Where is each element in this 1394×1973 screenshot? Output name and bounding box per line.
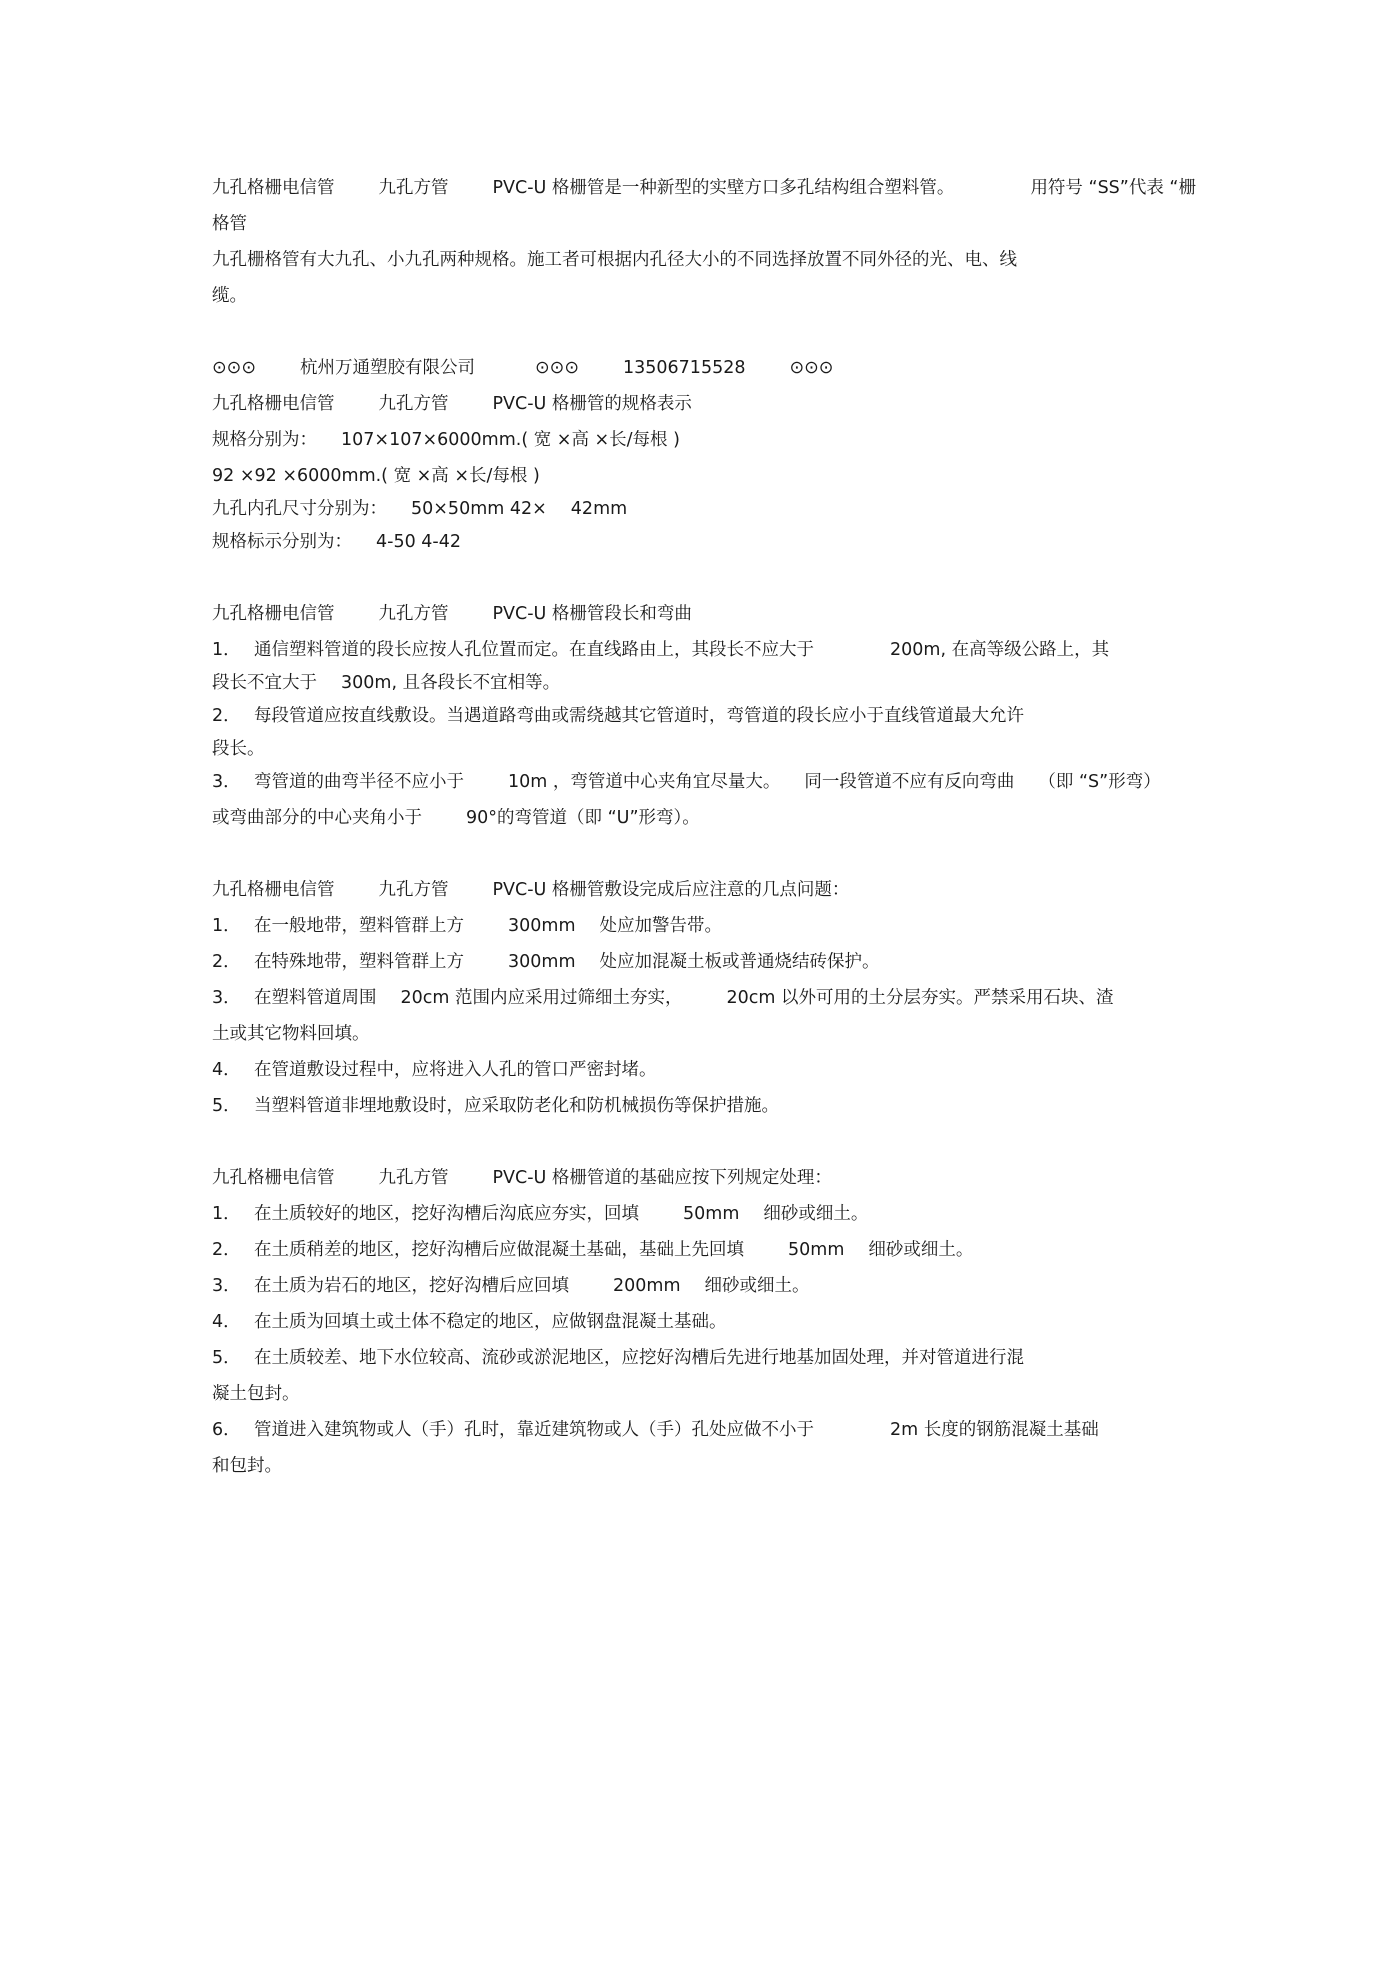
list-item xyxy=(212,632,1202,668)
item-text: 200m, 在高等级公路上，其 xyxy=(890,640,1110,660)
item-text: 10m ，弯管道中心夹角宜尽量大。 xyxy=(508,772,781,792)
heading-text: 九孔方管 xyxy=(378,880,449,900)
list-item xyxy=(212,908,1202,944)
item-number: 3． xyxy=(212,772,241,792)
intro-text: 九孔栅格管有大九孔、小九孔两种规格。施工者可根据内孔径大小的不同选择放置不同外径的光、电、线 xyxy=(212,250,1017,270)
item-text: 20cm 范围内应采用过筛细土夯实， xyxy=(400,988,683,1008)
item-text: 段长。 xyxy=(212,739,265,759)
heading-text: 九孔方管 xyxy=(378,394,449,414)
item-text: （即 “S”形弯） xyxy=(1038,772,1161,792)
spec-value: 42mm xyxy=(570,499,628,519)
item-text: 凝土包封。 xyxy=(212,1384,300,1404)
spec-heading xyxy=(212,386,1202,422)
item-text: 在特殊地带，塑料管群上方 xyxy=(254,952,464,972)
item-text: 50mm xyxy=(683,1204,740,1224)
phone-number: 13506715528 xyxy=(623,358,746,378)
list-item-cont xyxy=(212,800,1202,836)
item-text: 300mm xyxy=(508,952,576,972)
item-number: 6． xyxy=(212,1420,241,1440)
heading-text: PVC-U 格栅管道的基础应按下列规定处理： xyxy=(492,1168,832,1188)
item-text: 2m 长度的钢筋混凝土基础 xyxy=(890,1420,1099,1440)
list-item xyxy=(212,1052,1202,1088)
spec-value: 50×50mm 42× xyxy=(411,499,547,519)
item-text: 段长不宜大于 xyxy=(212,673,317,693)
item-text: 通信塑料管道的段长应按人孔位置而定。在直线路由上，其段长不应大于 xyxy=(254,640,814,660)
heading-text: 九孔格栅电信管 xyxy=(212,394,335,414)
heading-text: 九孔方管 xyxy=(378,1168,449,1188)
list-item xyxy=(212,1304,1202,1340)
intro-text: 九孔格栅电信管 xyxy=(212,178,335,198)
spec-line-1 xyxy=(212,422,1202,458)
spec-label: 规格分别为： xyxy=(212,430,317,450)
spec-line-4 xyxy=(212,524,1202,560)
list-item xyxy=(212,1340,1202,1376)
heading-text: 九孔格栅电信管 xyxy=(212,604,335,624)
dots-ornament: ⊙⊙⊙ xyxy=(212,358,256,378)
list-item-cont xyxy=(212,734,1202,764)
item-text: 或弯曲部分的中心夹角小于 xyxy=(212,808,422,828)
spec-value: 107×107×6000mm.( 宽 ×高 ×长/每根 ) xyxy=(341,430,680,450)
list-item xyxy=(212,698,1202,734)
item-text: 300mm xyxy=(508,916,576,936)
heading-text: 九孔格栅电信管 xyxy=(212,1168,335,1188)
item-text: 90°的弯管道（即 “U”形弯）。 xyxy=(466,808,700,828)
spec-value: 4-50 4-42 xyxy=(376,532,461,552)
list-item xyxy=(212,1088,1202,1124)
item-number: 5． xyxy=(212,1096,241,1116)
item-text: 在土质为岩石的地区，挖好沟槽后应回填 xyxy=(254,1276,569,1296)
list-item xyxy=(212,1196,1202,1232)
intro-text: 缆。 xyxy=(212,286,247,306)
intro-line-1 xyxy=(212,170,1202,206)
item-text: 和包封。 xyxy=(212,1456,282,1476)
list-item xyxy=(212,980,1202,1016)
spec-line-3 xyxy=(212,494,1202,524)
spec-value: 92 ×92 ×6000mm.( 宽 ×高 ×长/每根 ) xyxy=(212,466,540,486)
item-text: 土或其它物料回填。 xyxy=(212,1024,370,1044)
intro-text: PVC-U 格栅管是一种新型的实壁方口多孔结构组合塑料管。 xyxy=(492,178,955,198)
company-name: 杭州万通塑胶有限公司 xyxy=(300,358,475,378)
document-body xyxy=(212,170,1202,1484)
spec-line-2 xyxy=(212,458,1202,494)
item-text: 在塑料管道周围 xyxy=(254,988,377,1008)
heading-text: 九孔方管 xyxy=(378,604,449,624)
intro-text: 格管 xyxy=(212,214,247,234)
item-text: 当塑料管道非埋地敷设时，应采取防老化和防机械损伤等保护措施。 xyxy=(254,1096,779,1116)
list-item-cont xyxy=(212,1448,1202,1484)
item-text: 处应加混凝土板或普通烧结砖保护。 xyxy=(599,952,880,972)
item-text: 20cm 以外可用的土分层夯实。严禁采用石块、渣 xyxy=(726,988,1114,1008)
list-item-cont xyxy=(212,1016,1202,1052)
list-item xyxy=(212,764,1202,800)
item-text: 细砂或细土。 xyxy=(763,1204,869,1224)
item-number: 1． xyxy=(212,1204,241,1224)
item-number: 3． xyxy=(212,988,241,1008)
item-text: 在土质稍差的地区，挖好沟槽后应做混凝土基础，基础上先回填 xyxy=(254,1240,744,1260)
intro-line-2 xyxy=(212,206,1202,242)
item-number: 4． xyxy=(212,1312,241,1332)
heading-text: 九孔格栅电信管 xyxy=(212,880,335,900)
item-text: 每段管道应按直线敷设。当遇道路弯曲或需绕越其它管道时，弯管道的段长应小于直线管道最大允许 xyxy=(254,706,1024,726)
heading-text: PVC-U 格栅管敷设完成后应注意的几点问题： xyxy=(492,880,850,900)
spec-label: 九孔内孔尺寸分别为： xyxy=(212,499,387,519)
list-item xyxy=(212,944,1202,980)
item-number: 4． xyxy=(212,1060,241,1080)
intro-text: 用符号 “SS”代表 “栅 xyxy=(1030,178,1196,198)
length-heading xyxy=(212,596,1202,632)
item-text: 200mm xyxy=(613,1276,681,1296)
heading-text: PVC-U 格栅管的规格表示 xyxy=(492,394,692,414)
heading-text: PVC-U 格栅管段长和弯曲 xyxy=(492,604,692,624)
base-heading xyxy=(212,1160,1202,1196)
list-item-cont xyxy=(212,1376,1202,1412)
intro-line-3 xyxy=(212,242,1202,278)
item-text: 在土质较好的地区，挖好沟槽后沟底应夯实，回填 xyxy=(254,1204,639,1224)
item-number: 3． xyxy=(212,1276,241,1296)
contact-line xyxy=(212,350,1202,386)
item-text: 细砂或细土。 xyxy=(704,1276,810,1296)
item-number: 2． xyxy=(212,952,241,972)
spec-label: 规格标示分别为： xyxy=(212,532,352,552)
list-item xyxy=(212,1232,1202,1268)
item-number: 5． xyxy=(212,1348,241,1368)
item-text: 在管道敷设过程中，应将进入人孔的管口严密封堵。 xyxy=(254,1060,657,1080)
item-number: 1． xyxy=(212,916,241,936)
item-text: 处应加警告带。 xyxy=(599,916,722,936)
list-item-cont xyxy=(212,668,1202,698)
item-text: 在土质为回填土或土体不稳定的地区，应做钢盘混凝土基础。 xyxy=(254,1312,727,1332)
dots-ornament: ⊙⊙⊙ xyxy=(789,358,834,378)
item-number: 2． xyxy=(212,706,241,726)
item-text: 弯管道的曲弯半径不应小于 xyxy=(254,772,464,792)
intro-text: 九孔方管 xyxy=(378,178,449,198)
item-text: 50mm xyxy=(788,1240,845,1260)
item-text: 管道进入建筑物或人（手）孔时，靠近建筑物或人（手）孔处应做不小于 xyxy=(254,1420,814,1440)
list-item xyxy=(212,1268,1202,1304)
item-text: 300m, 且各段长不宜相等。 xyxy=(341,673,561,693)
intro-line-4 xyxy=(212,278,1202,314)
list-item xyxy=(212,1412,1202,1448)
item-text: 细砂或细土。 xyxy=(868,1240,974,1260)
item-number: 2． xyxy=(212,1240,241,1260)
item-text: 在土质较差、地下水位较高、流砂或淤泥地区，应挖好沟槽后先进行地基加固处理，并对管道进行混 xyxy=(254,1348,1024,1368)
item-number: 1． xyxy=(212,640,241,660)
notes-heading xyxy=(212,872,1202,908)
item-text: 在一般地带，塑料管群上方 xyxy=(254,916,464,936)
item-text: 同一段管道不应有反向弯曲 xyxy=(804,772,1015,792)
dots-ornament: ⊙⊙⊙ xyxy=(535,358,579,378)
